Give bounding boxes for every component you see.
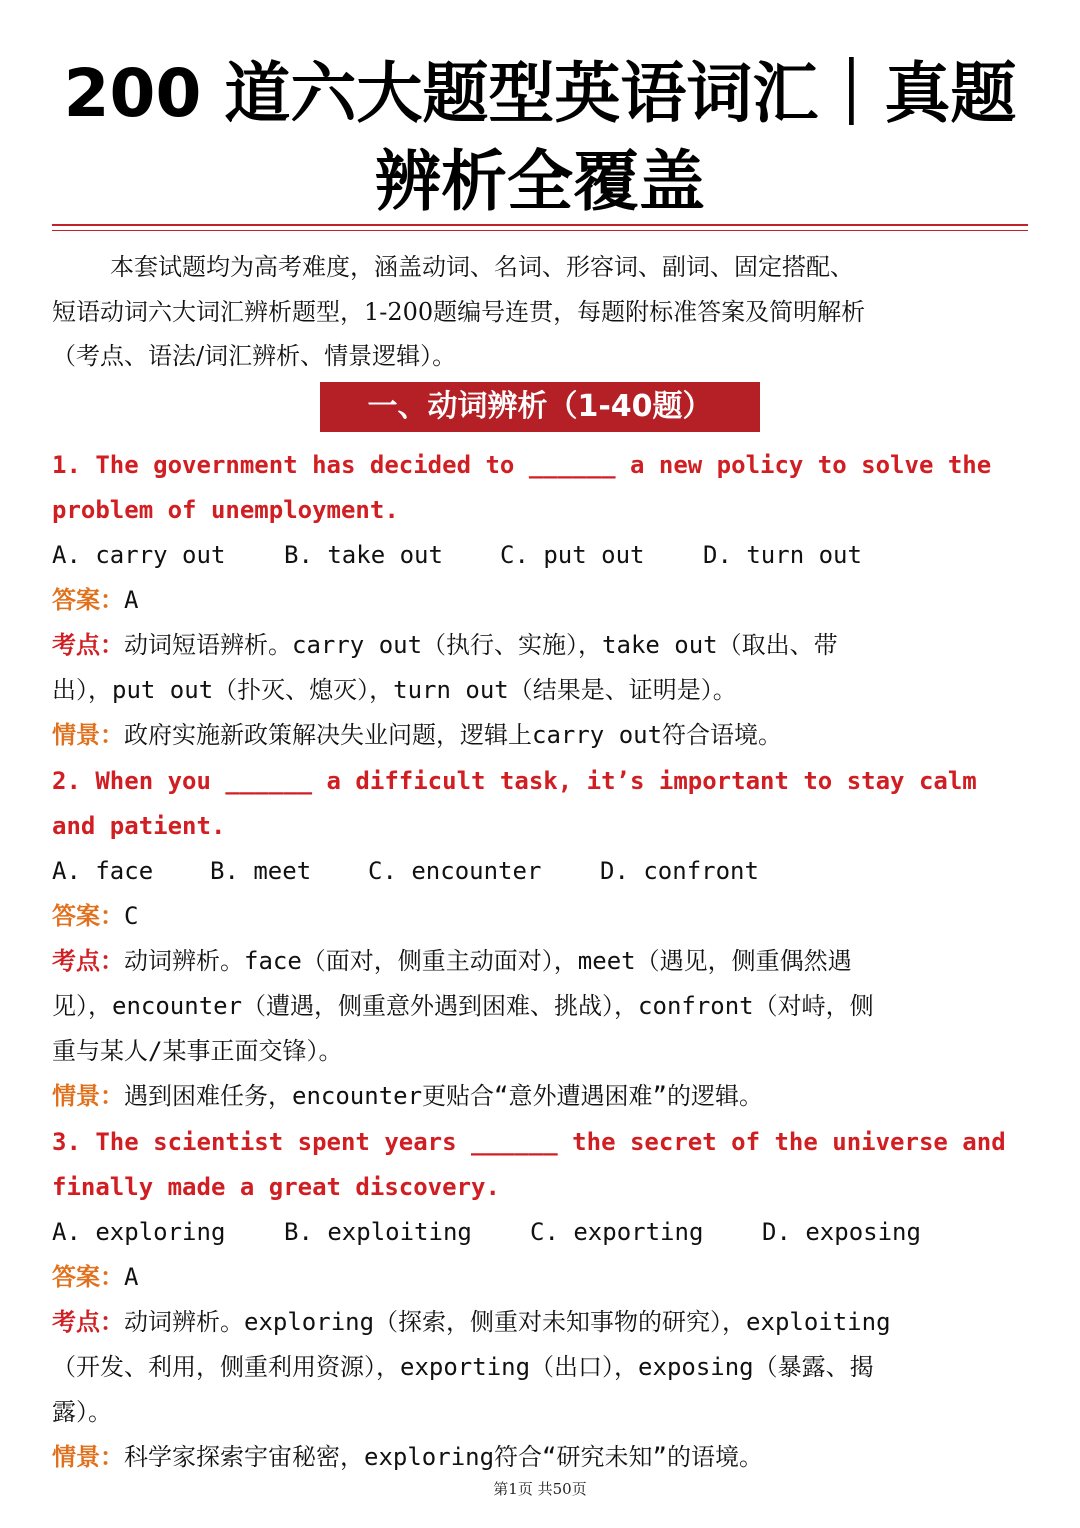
question-1-option-c: C. put out [500,541,645,569]
question-1-context-text: 政府实施新政策解决失业问题，逻辑上carry out符合语境。 [124,721,783,749]
question-1-stem-line-1: 1. The government has decided to ______ a new policy to solve the [52,451,992,479]
answer-label: 答案： [52,585,124,614]
question-3-option-a: A. exploring [52,1218,226,1246]
point-label: 考点： [52,630,124,659]
question-3-point-line-2: （开发、利用，侧重利用资源），exporting（出口），exposing（暴露、揭 [52,1353,874,1381]
context-label: 情景： [52,1081,124,1110]
question-2-options [52,856,1032,886]
question-3-point-line-1 [52,1307,1032,1337]
question-3-option-d: D. exposing [762,1218,921,1246]
question-1-option-d: D. turn out [703,541,862,569]
page-title-line-2: 辨析全覆盖 [375,143,705,220]
question-3-options [52,1217,1032,1247]
question-3-option-b: B. exploiting [284,1218,472,1246]
context-label: 情景： [52,1442,124,1471]
question-2-option-c: C. encounter [368,857,542,885]
intro-line-3: （考点、语法/词汇辨析、情景逻辑）。 [52,342,457,370]
question-2-point-line-3: 重与某人/某事正面交锋）。 [52,1037,343,1065]
question-3-option-c: C. exporting [530,1218,704,1246]
intro-line-1: 本套试题均为高考难度，涵盖动词、名词、形容词、副词、固定搭配、 [110,253,854,281]
question-3-stem-line-1: 3. The scientist spent years ______ the secret of the universe and [52,1128,1006,1156]
question-1-answer [52,585,1032,615]
question-2-context-text: 遇到困难任务，encounter更贴合“意外遭遇困难”的逻辑。 [124,1082,763,1110]
section-heading: 一、动词辨析（1-40题） [320,382,760,432]
question-3-context-text: 科学家探索宇宙秘密，exploring符合“研究未知”的语境。 [124,1443,763,1471]
question-1-point-line-1 [52,630,1032,660]
answer-label: 答案： [52,1262,124,1291]
title-divider-thin [52,230,1028,231]
question-1-option-a: A. carry out [52,541,226,569]
question-2-option-d: D. confront [600,857,759,885]
point-label: 考点： [52,1307,124,1336]
question-2-point-line-2: 见），encounter（遭遇，侧重意外遇到困难、挑战），confront（对峙，侧 [52,992,874,1020]
question-2-stem-line-2: and patient. [52,812,226,840]
question-3-stem-line-2: finally made a great discovery. [52,1173,500,1201]
answer-label: 答案： [52,901,124,930]
question-3-point-line-3: 露）。 [52,1398,112,1426]
question-2-answer [52,901,1032,931]
title-divider-thick [52,224,1028,226]
question-1-option-b: B. take out [284,541,443,569]
question-3-context [52,1442,1032,1472]
question-1-stem-line-2: problem of unemployment. [52,496,399,524]
page-footer: 第1页 共50页 [493,1480,587,1498]
question-1-options [52,540,1032,570]
question-2-option-b: B. meet [210,857,312,885]
question-1-point-text-1: 动词短语辨析。carry out（执行、实施），take out（取出、带 [124,631,838,659]
question-1-answer-value: A [124,586,139,614]
question-2-stem-line-1: 2. When you ______ a difficult task, it’s important to stay calm [52,767,977,795]
page-title-line-1: 200 道六大题型英语词汇｜真题 [63,55,1017,132]
context-label: 情景： [52,720,124,749]
question-2-point-line-1 [52,946,1032,976]
question-2-context [52,1081,1032,1111]
question-1-context [52,720,1032,750]
question-2-answer-value: C [124,902,139,930]
question-3-answer [52,1262,1032,1292]
question-2-point-text-1: 动词辨析。face（面对，侧重主动面对），meet（遇见，侧重偶然遇 [124,947,852,975]
question-3-answer-value: A [124,1263,139,1291]
intro-line-2: 短语动词六大词汇辨析题型，1-200题编号连贯，每题附标准答案及简明解析 [52,298,866,326]
question-3-point-text-1: 动词辨析。exploring（探索，侧重对未知事物的研究），exploiting [124,1308,891,1336]
question-1-point-line-2: 出），put out（扑灭、熄灭），turn out（结果是、证明是）。 [52,676,737,704]
question-2-option-a: A. face [52,857,154,885]
point-label: 考点： [52,946,124,975]
